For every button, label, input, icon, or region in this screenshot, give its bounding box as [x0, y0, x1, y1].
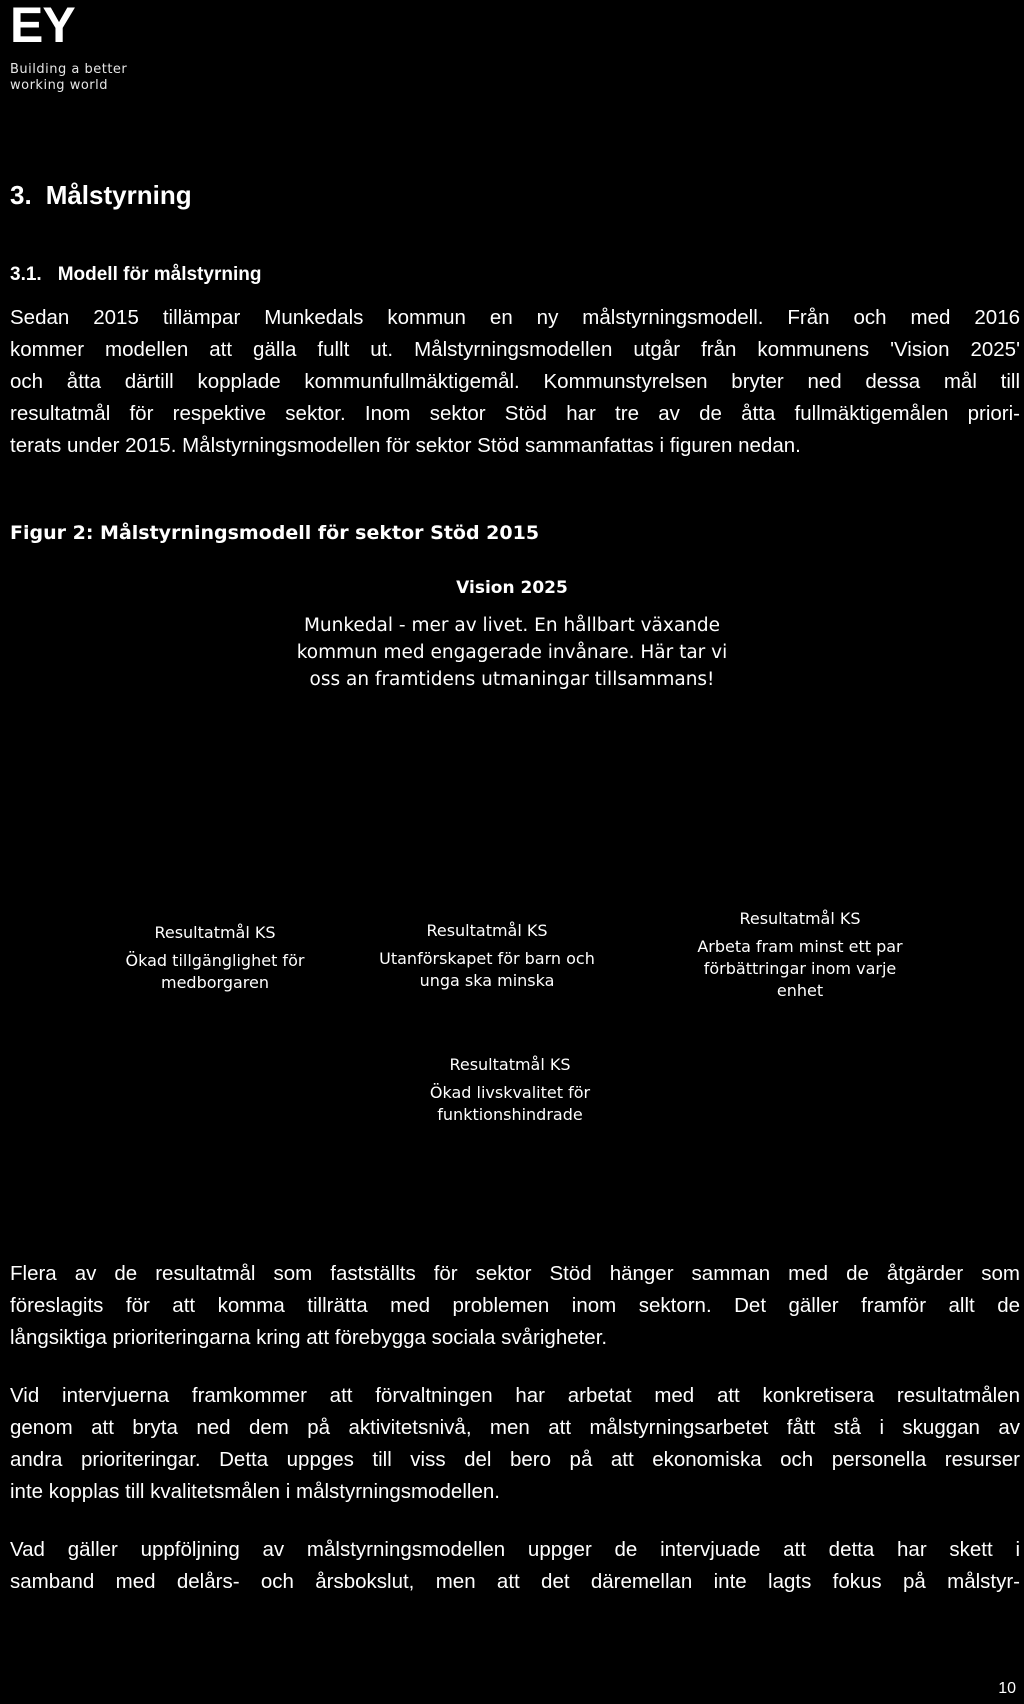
- intro-line: Sedan 2015 tillämpar Munkedals kommun en ny målstyrningsmodell. Från och med 2016: [10, 306, 1020, 329]
- goal-label: Resultatmål KS: [739, 909, 861, 928]
- result-goal-quality-of-life: [410, 1054, 610, 1126]
- paragraph-line: genom att bryta ned dem på aktivitetsnivå, men att målstyrningsarbetet fått stå i skuggan av: [10, 1416, 1020, 1439]
- ey-logo: [10, 0, 170, 94]
- intro-paragraph: [10, 302, 1020, 462]
- result-goal-exclusion: [372, 920, 602, 992]
- goal-text: Ökad tillgänglighet för medborgaren: [125, 951, 305, 992]
- goal-label: Resultatmål KS: [154, 923, 276, 942]
- goal-text: Utanförskapet för barn och unga ska minska: [379, 949, 595, 990]
- page-number: 10: [998, 1680, 1016, 1697]
- paragraph-line: långsiktiga prioriteringarna kring att förebygga sociala svårigheter.: [10, 1326, 608, 1349]
- intro-line: resultatmål för respektive sektor. Inom sektor Stöd har tre av de åtta fullmäktigemålen priori-: [10, 402, 1020, 425]
- intro-line: och åtta därtill kopplade kommunfullmäktigemål. Kommunstyrelsen bryter ned dessa mål till: [10, 370, 1020, 393]
- goal-label: Resultatmål KS: [426, 921, 548, 940]
- paragraph-line: samband med delårs- och årsbokslut, men att det däremellan inte lagts fokus på målstyr-: [10, 1570, 1020, 1593]
- paragraph-line: föreslagits för att komma tillrätta med problemen inom sektorn. Det gäller framför allt de: [10, 1294, 1020, 1317]
- paragraph-line: andra prioriteringar. Detta uppges till viss del bero på att ekonomiska och personella resurser: [10, 1448, 1020, 1471]
- section-number: 3.: [10, 180, 32, 210]
- paragraph-line: inte kopplas till kvalitetsmålen i målstyrningsmodellen.: [10, 1480, 500, 1503]
- result-goal-accessibility: [110, 922, 320, 994]
- result-goal-improvements: [680, 908, 920, 1002]
- subsection-heading: [10, 264, 261, 286]
- intro-line: terats under 2015. Målstyrningsmodellen för sektor Stöd sammanfattas i figuren nedan.: [10, 434, 801, 457]
- goal-model-diagram: [0, 570, 1024, 1170]
- goal-label: Resultatmål KS: [449, 1055, 571, 1074]
- tagline-line-1: Building a better: [10, 62, 128, 77]
- goal-text: Ökad livskvalitet för funktionshindrade: [429, 1083, 591, 1124]
- vision-text: Munkedal - mer av livet. En hållbart växande kommun med engagerade invånare. Här tar vi oss an framtidens utmaningar tillsammans!: [296, 615, 728, 690]
- paragraph-2: [10, 1258, 1020, 1354]
- paragraph-4: [10, 1534, 1020, 1598]
- paragraph-line: Flera av de resultatmål som fastställts för sektor Stöd hänger samman med de åtgärder som: [10, 1262, 1020, 1285]
- intro-line: kommer modellen att gälla fullt ut. Målstyrningsmodellen utgår från kommunens 'Vision 2025': [10, 338, 1020, 361]
- subsection-title: Modell för målstyrning: [57, 264, 262, 285]
- figure-caption: Figur 2: Målstyrningsmodell för sektor Stöd 2015: [10, 522, 540, 544]
- tagline-line-2: working world: [10, 78, 108, 93]
- logo-tagline: [10, 62, 170, 94]
- subsection-number: 3.1.: [10, 264, 42, 285]
- section-heading: [10, 180, 192, 211]
- section-title: Målstyrning: [45, 180, 192, 210]
- paragraph-3: [10, 1380, 1020, 1508]
- paragraph-line: Vid intervjuerna framkommer att förvaltningen har arbetat med att konkretisera resultatmålen: [10, 1384, 1020, 1407]
- paragraph-line: Vad gäller uppföljning av målstyrningsmodellen uppger de intervjuade att detta har skett i: [10, 1538, 1020, 1561]
- goal-text: Arbeta fram minst ett par förbättringar inom varje enhet: [697, 937, 903, 1000]
- logo-mark: EY: [10, 0, 75, 53]
- vision-title: Vision 2025: [456, 578, 568, 598]
